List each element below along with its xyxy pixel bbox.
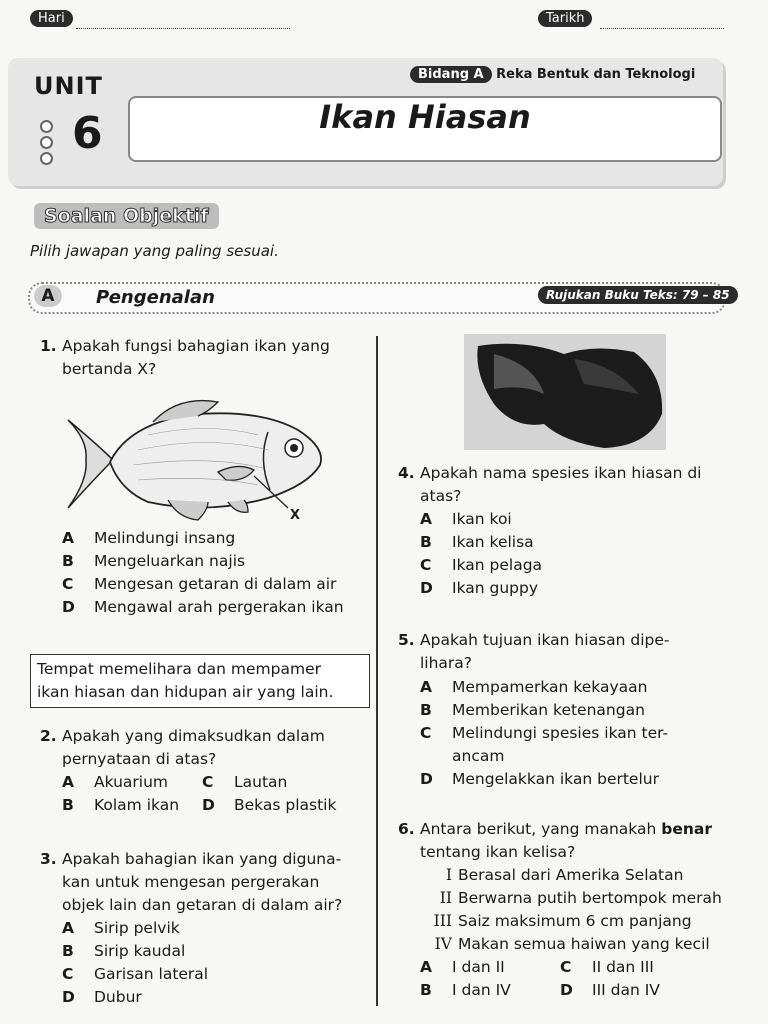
section-heading: Soalan Objektif	[34, 203, 219, 229]
statement-line-2: ikan hiasan dan hidupan air yang lain.	[37, 683, 334, 701]
q2-option-d[interactable]: D Bekas plastik	[202, 796, 337, 814]
statement-box	[30, 654, 370, 708]
q1-text: Apakah fungsi bahagian ikan yang	[62, 337, 330, 355]
q5-option-c[interactable]: C Melindungi spesies ikan ter-	[420, 724, 669, 742]
q6-statement-ii: II Berwarna putih bertompok merah	[439, 889, 722, 907]
q6-options	[420, 956, 726, 1002]
section-letter: A	[34, 285, 62, 307]
q5-options	[420, 676, 726, 791]
fish-illustration	[58, 390, 338, 525]
q5-option-b[interactable]: B Memberikan ketenangan	[420, 701, 645, 719]
q1-option-a[interactable]: A Melindungi insang	[62, 529, 236, 547]
q3-option-c[interactable]: C Garisan lateral	[62, 965, 209, 983]
q1-options	[62, 527, 362, 619]
fish-x-label: X	[290, 508, 301, 523]
q2-option-b[interactable]: B Kolam ikan	[62, 796, 180, 814]
q1-text-2: bertanda X?	[62, 360, 157, 378]
q2-option-a[interactable]: A Akuarium	[62, 773, 169, 791]
section-name: Pengenalan	[96, 287, 215, 308]
q6-statement-iv: IV Makan semua haiwan yang kecil	[434, 935, 710, 953]
q6-statement-iii: III Saiz maksimum 6 cm panjang	[433, 912, 692, 930]
bidang-tag	[410, 67, 695, 82]
q1-option-d[interactable]: D Mengawal arah pergerakan ikan	[62, 598, 344, 616]
question-5: 5. Apakah tujuan ikan hiasan dipe- lihara?	[398, 631, 670, 672]
fighting-fish-photo	[464, 334, 666, 450]
q4-option-a[interactable]: A Ikan koi	[420, 510, 512, 528]
q1-option-c[interactable]: C Mengesan getaran di dalam air	[62, 575, 337, 593]
unit-label: UNIT	[34, 72, 103, 100]
q6-statements	[416, 864, 736, 956]
hari-field[interactable]	[76, 14, 290, 29]
tarikh-field[interactable]	[600, 14, 724, 29]
binder-ring-icon	[40, 120, 53, 133]
binder-ring-icon	[40, 152, 53, 165]
binder-ring-icon	[40, 136, 53, 149]
q4-options	[420, 508, 720, 600]
q6-option-a[interactable]: A I dan II	[420, 958, 505, 976]
q3-option-d[interactable]: D Dubur	[62, 988, 142, 1006]
bidang-badge: Bidang A	[410, 66, 492, 83]
q5-option-a[interactable]: A Mempamerkan kekayaan	[420, 678, 648, 696]
q4-option-c[interactable]: C Ikan pelaga	[420, 556, 543, 574]
q3-option-b[interactable]: B Sirip kaudal	[62, 942, 186, 960]
bidang-text: Reka Bentuk dan Teknologi	[496, 67, 696, 82]
instruction: Pilih jawapan yang paling sesuai.	[30, 242, 279, 260]
q6-option-b[interactable]: B I dan IV	[420, 981, 511, 999]
q2-options	[62, 771, 362, 817]
column-divider	[376, 336, 378, 1006]
statement-line-1: Tempat memelihara dan mempamer	[37, 660, 321, 678]
textbook-reference: Rujukan Buku Teks: 79 – 85	[538, 286, 738, 304]
q6-option-c[interactable]: C II dan III	[560, 958, 654, 976]
q1-option-b[interactable]: B Mengeluarkan najis	[62, 552, 246, 570]
q4-option-b[interactable]: B Ikan kelisa	[420, 533, 534, 551]
q2-option-c[interactable]: C Lautan	[202, 773, 288, 791]
q3-options	[62, 917, 362, 1009]
q3-option-a[interactable]: A Sirip pelvik	[62, 919, 180, 937]
q1-number: 1.	[40, 337, 57, 355]
question-2: 2. Apakah yang dimaksudkan dalam pernyataan di atas?	[40, 727, 325, 768]
page-title: Ikan Hiasan	[319, 98, 531, 136]
question-3: 3. Apakah bahagian ikan yang diguna- kan untuk mengesan pergerakan objek lain dan getaran di dalam air?	[40, 850, 343, 914]
q6-statement-i: I Berasal dari Amerika Selatan	[445, 866, 684, 884]
q5-option-c-cont: ancam	[452, 747, 505, 765]
hari-label: Hari	[30, 10, 73, 27]
q6-option-d[interactable]: D III dan IV	[560, 981, 660, 999]
question-4: 4. Apakah nama spesies ikan hiasan di atas?	[398, 464, 702, 505]
tarikh-label: Tarikh	[538, 10, 592, 27]
question-6: 6. Antara berikut, yang manakah benar tentang ikan kelisa?	[398, 820, 712, 861]
q5-option-d[interactable]: D Mengelakkan ikan bertelur	[420, 770, 659, 788]
question-1	[40, 335, 362, 381]
unit-number: 6	[72, 108, 103, 159]
q4-option-d[interactable]: D Ikan guppy	[420, 579, 539, 597]
